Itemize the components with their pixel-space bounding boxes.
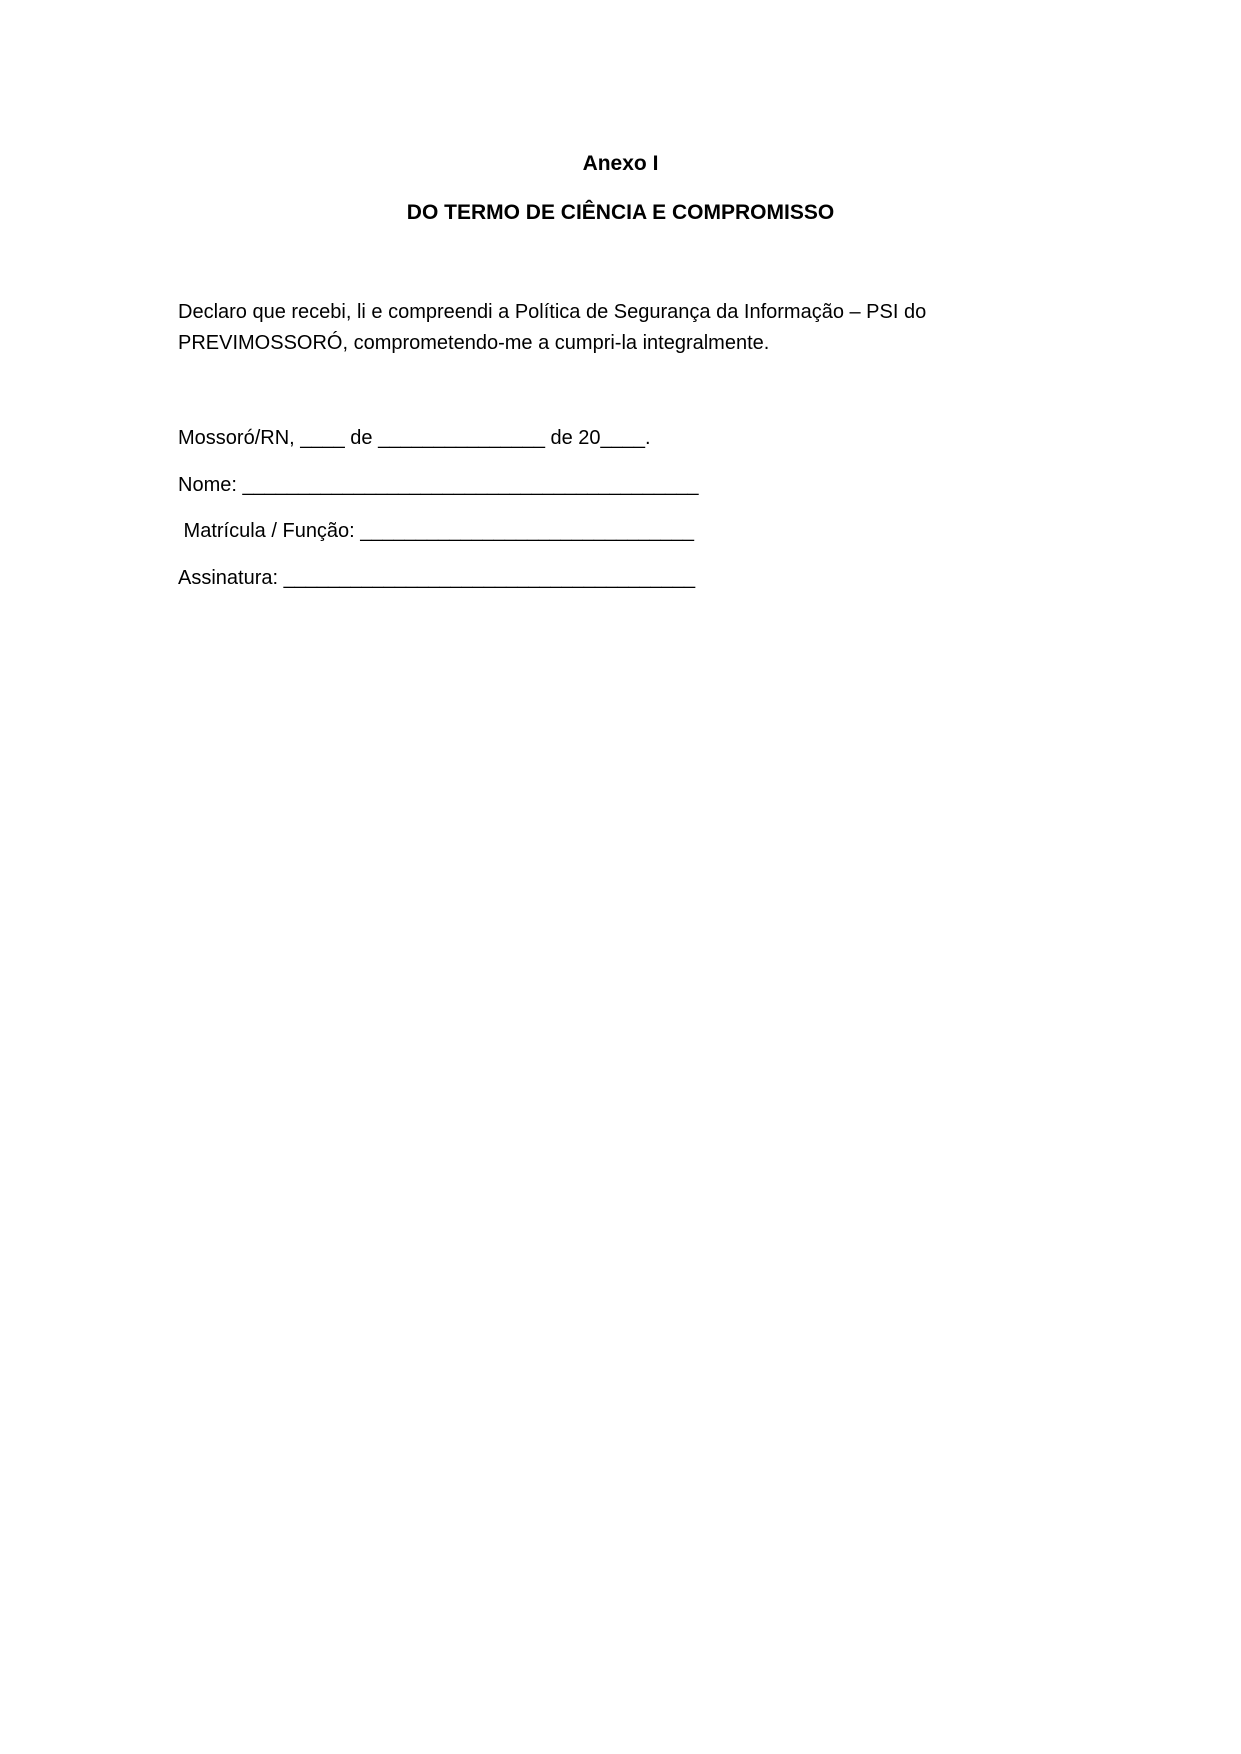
term-title: DO TERMO DE CIÊNCIA E COMPROMISSO	[406, 201, 835, 224]
signature-line: Assinatura: _____________________________________	[178, 567, 696, 589]
declaration-paragraph	[178, 297, 978, 359]
declaration-line-1: Declaro que recebi, li e compreendi a Política de Segurança da Informação – PSI do	[178, 301, 927, 323]
name-line: Nome: _________________________________________	[178, 474, 699, 496]
annex-title: Anexo I	[582, 152, 659, 175]
role-line: Matrícula / Função: ______________________________	[178, 520, 694, 542]
declaration-line-2: PREVIMOSSORÓ, comprometendo-me a cumpri-la integralmente.	[178, 332, 770, 354]
date-line: Mossoró/RN, ____ de _______________ de 20____.	[178, 427, 651, 449]
